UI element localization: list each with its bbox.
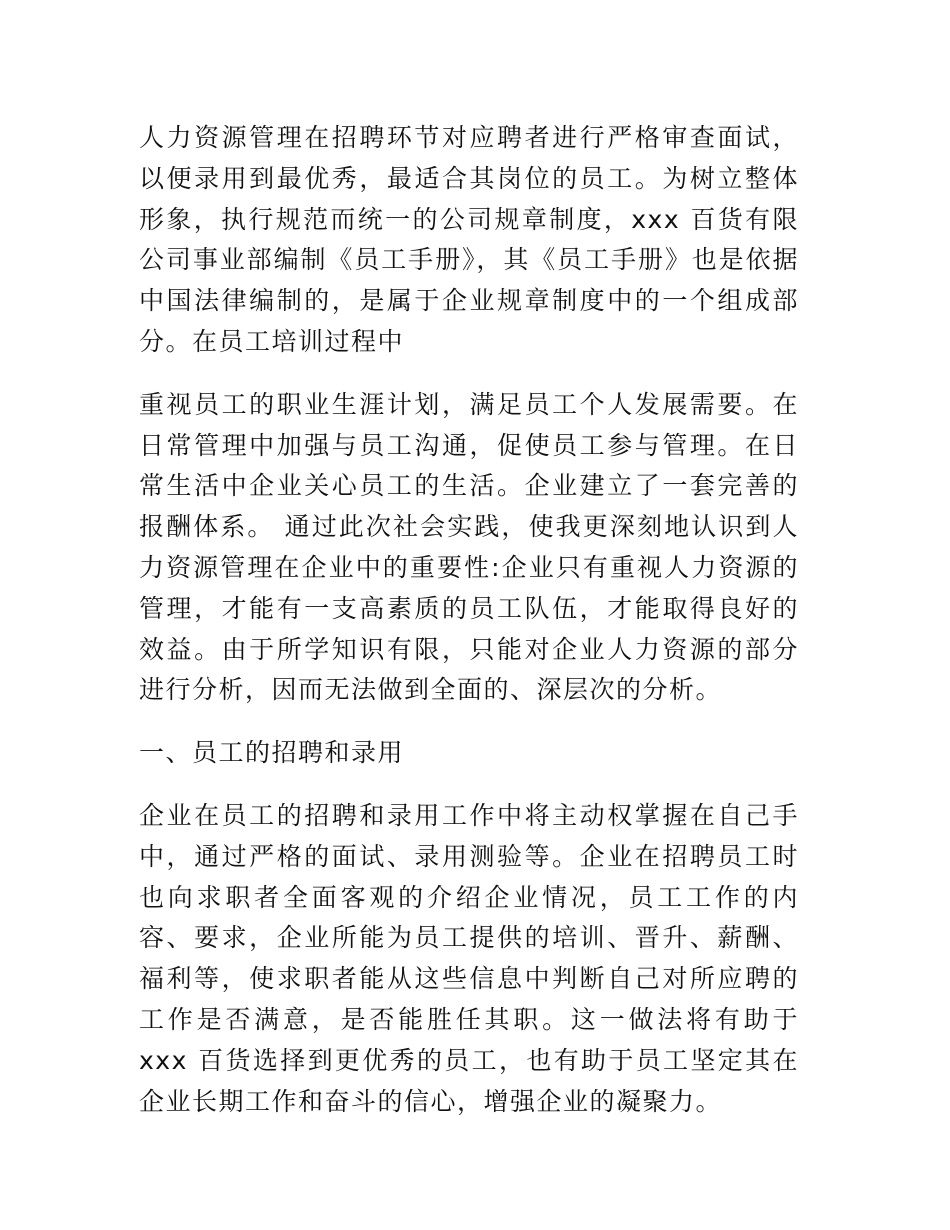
paragraph-recruitment-review: 人力资源管理在招聘环节对应聘者进行严格审查面试，以便录用到最优秀，最适合其岗位的员工。为树立整体形象，执行规范而统一的公司规章制度，xxx 百货有限公司事业部编制《员工手册》，其《员工手册》也是依据中国法律编制的，是属于企业规章制度中的一个组成部分。在员工培训过程中: [139, 123, 799, 356]
section-heading-recruitment: 一、员工的招聘和录用: [139, 738, 405, 768]
paragraph-career-planning: 重视员工的职业生涯计划，满足员工个人发展需要。在日常管理中加强与员工沟通，促使员工参与管理。在日常生活中企业关心员工的生活。企业建立了一套完善的报酬体系。 通过此次社会实践，使我更深刻地认识到人力资源管理在企业中的重要性:企业只有重视人力资源的管理，才能有一支高素质的员工队伍，才能取得良好的效益。由于所学知识有限，只能对企业人力资源的部分进行分析，因而无法做到全面的、深层次的分析。: [139, 389, 799, 705]
document-body: [139, 118, 809, 1144]
paragraph-recruitment-detail: 企业在员工的招聘和录用工作中将主动权掌握在自己手中，通过严格的面试、录用测验等。企业在招聘员工时也向求职者全面客观的介绍企业情况，员工工作的内容、要求，企业所能为员工提供的培训、晋升、薪酬、福利等，使求职者能从这些信息中判断自己对所应聘的工作是否满意，是否能胜任其职。这一做法将有助于 xxx 百货选择到更优秀的员工，也有助于员工坚定其在企业长期工作和奋斗的信心，增强企业的凝聚力。: [139, 800, 809, 1116]
